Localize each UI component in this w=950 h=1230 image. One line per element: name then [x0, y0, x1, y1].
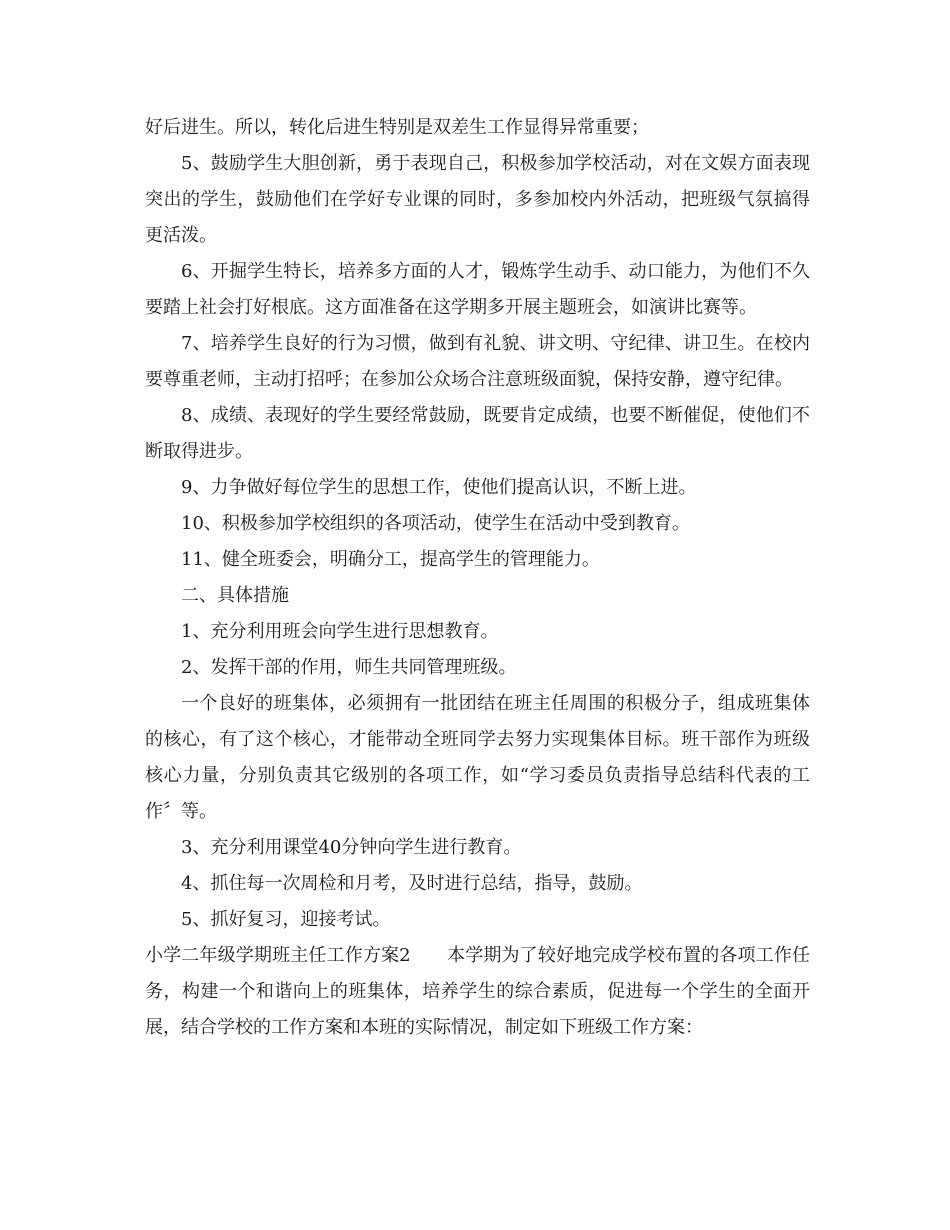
paragraph-item-8-praise: 8、成绩、表现好的学生要经常鼓励，既要肯定成绩，也要不断催促，使他们不断取得进步。	[145, 405, 810, 462]
paragraph-item-7-habits: 7、培养学生良好的行为习惯，做到有礼貌、讲文明、守纪律、讲卫生。在校内要尊重老师，主动打招呼；在参加公众场合注意班级面貌，保持安静，遵守纪律。	[145, 333, 810, 390]
paragraph-item-10-activities: 10、积极参加学校组织的各项活动，使学生在活动中受到教育。	[181, 513, 690, 534]
paragraph-measure-1: 1、充分利用班会向学生进行思想教育。	[181, 621, 499, 642]
paragraph-measure-3: 3、充分利用课堂40分钟向学生进行教育。	[181, 837, 522, 858]
paragraph-plan-2-intro: 小学二年级学期班主任工作方案2 本学期为了较好地完成学校布置的各项工作任务，构建一个和谐向上的班集体，培养学生的综合素质，促进每一个学生的全面开展，结合学校的工作方案和本班的实际情况，制定如下班级工作方案：	[145, 945, 810, 1038]
paragraph-continuation: 好后进生。所以，转化后进生特别是双差生工作显得异常重要；	[145, 117, 649, 138]
section-heading-measures: 二、具体措施	[181, 585, 289, 606]
paragraph-item-9-thinking: 9、力争做好每位学生的思想工作，使他们提高认识，不断上进。	[181, 477, 697, 498]
paragraph-item-11-committee: 11、健全班委会，明确分工，提高学生的管理能力。	[181, 549, 600, 570]
paragraph-measure-5: 5、抓好复习，迎接考试。	[181, 909, 391, 930]
paragraph-item-5-encourage: 5、鼓励学生大胆创新，勇于表现自己，积极参加学校活动，对在文娱方面表现突出的学生，鼓励他们在学好专业课的同时，多参加校内外活动，把班级气氛搞得更活泼。	[145, 153, 810, 246]
paragraph-item-6-talents: 6、开掘学生特长，培养多方面的人才，锻炼学生动手、动口能力，为他们不久要踏上社会打好根底。这方面准备在这学期多开展主题班会，如演讲比赛等。	[145, 261, 810, 318]
paragraph-measure-2: 2、发挥干部的作用，师生共同管理班级。	[181, 657, 517, 678]
paragraph-class-collective: 一个良好的班集体，必须拥有一批团结在班主任周围的积极分子，组成班集体的核心，有了这个核心，才能带动全班同学去努力实现集体目标。班干部作为班级核心力量，分别负责其它级别的各项工作，如“学习委员负责指导总结科代表的工作〞等。	[145, 693, 810, 822]
paragraph-measure-4: 4、抓住每一次周检和月考，及时进行总结，指导，鼓励。	[181, 873, 643, 894]
document-body	[145, 110, 810, 1046]
